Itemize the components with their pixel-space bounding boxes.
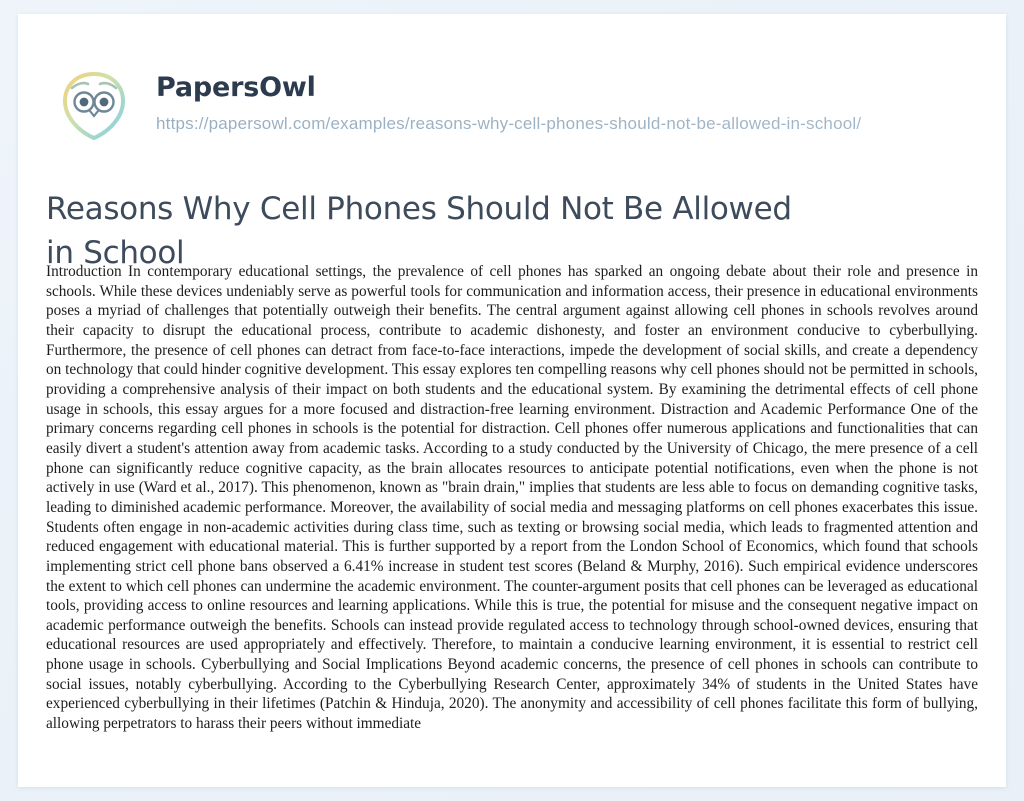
owl-logo-icon[interactable] (58, 70, 130, 142)
site-header (18, 14, 1006, 132)
article-body: Introduction In contemporary educational settings, the prevalence of cell phones has sparked an ongoing debate about their role and presence in schools. While these devices undeniably serve as powerful tools for communication and information access, their presence in educational environments poses a myriad of challenges that potentially outweigh their benefits. The central argument against allowing cell phones in schools revolves around their capacity to disrupt the educational process, contribute to academic dishonesty, and foster an environment conducive to cyberbullying. Furthermore, the presence of cell phones can detract from face-to-face interactions, impede the development of social skills, and create a dependency on technology that could hinder cognitive development. This essay explores ten compelling reasons why cell phones should not be permitted in schools, providing a comprehensive analysis of their impact on both students and the educational system. By examining the detrimental effects of cell phone usage in schools, this essay argues for a more focused and distraction-free learning environment. Distraction and Academic Performance One of the primary concerns regarding cell phones in schools is the potential for distraction. Cell phones offer numerous applications and functionalities that can easily divert a student's attention away from academic tasks. According to a study conducted by the University of Chicago, the mere presence of a cell phone can significantly reduce cognitive capacity, as the brain allocates resources to anticipate potential notifications, even when the phone is not actively in use (Ward et al., 2017). This phenomenon, known as "brain drain," implies that students are less able to focus on demanding cognitive tasks, leading to diminished academic performance. Moreover, the availability of social media and messaging platforms on cell phones exacerbates this issue. Students often engage in non-academic activities during class time, such as texting or browsing social media, which leads to fragmented attention and reduced engagement with educational material. This is further supported by a report from the London School of Economics, which found that schools implementing strict cell phone bans observed a 6.41% increase in student test scores (Beland & Murphy, 2016). Such empirical evidence underscores the extent to which cell phones can undermine the academic environment. The counter-argument posits that cell phones can be leveraged as educational tools, providing access to online resources and learning applications. While this is true, the potential for misuse and the consequent negative impact on academic performance outweigh the benefits. Schools can instead provide regulated access to technology through school-owned devices, ensuring that educational resources are used appropriately and effectively. Therefore, to maintain a conducive learning environment, it is essential to restrict cell phone usage in schools. Cyberbullying and Social Implications Beyond academic concerns, the presence of cell phones in schools can contribute to social issues, notably cyberbullying. According to the Cyberbullying Research Center, approximately 34% of students in the United States have experienced cyberbullying in their lifetimes (Patchin & Hinduja, 2020). The anonymity and accessibility of cell phones facilitate this form of bullying, allowing perpetrators to harass their peers without immediate (46, 263, 978, 733)
page-url[interactable]: https://papersowl.com/examples/reasons-why-cell-phones-should-not-be-allowed-in-school/ (156, 114, 862, 133)
document-sheet (18, 14, 1006, 787)
page-title: Reasons Why Cell Phones Should Not Be Allowed in School (46, 190, 792, 271)
brand-name[interactable]: PapersOwl (156, 72, 316, 103)
